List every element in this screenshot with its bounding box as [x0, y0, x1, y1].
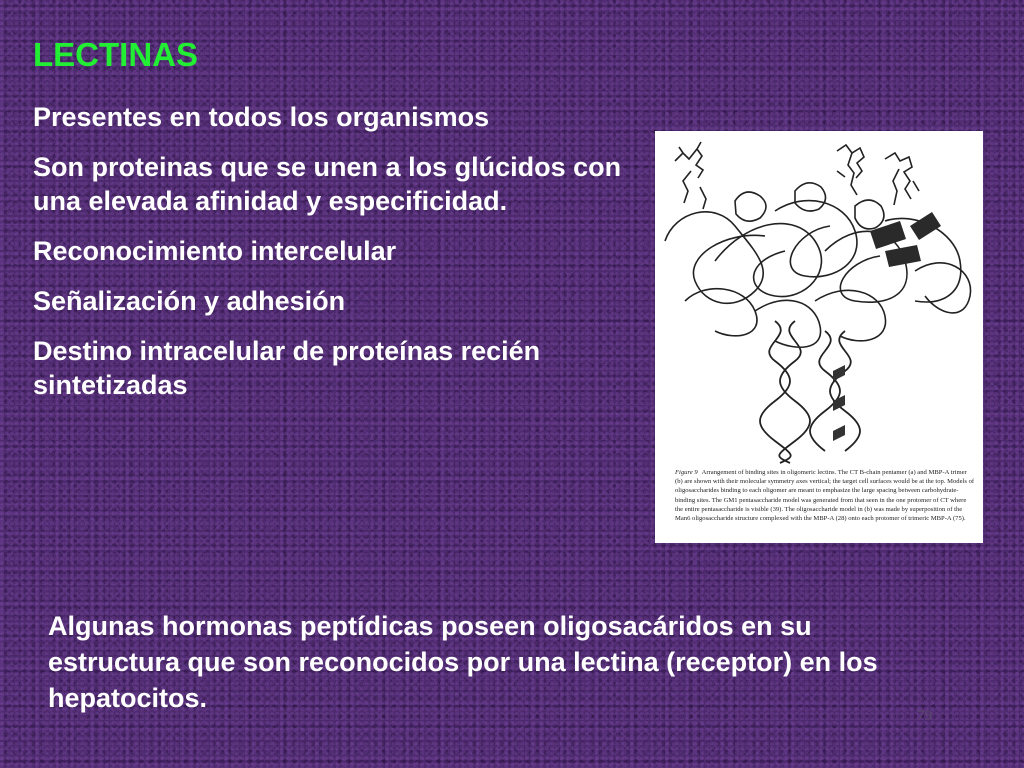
protein-ribbon-illustration [655, 131, 983, 466]
caption-text: Arrangement of binding sites in oligomeric lectins. The CT B-chain pentamer (a) and MBP-A trimer (b) are shown with their molecular symmetry axes vertical; the target cell surfaces would be at the top. Models of oligosaccharides binding to each oligomer are meant to emphasize the large spacing between carbohydrate-binding sites. The GM1 pentasaccharide model was generated from that seen in the one protomer of CT where the entire pentasaccharide is visible (39). The oligosaccharide model in (b) was made by superposition of the Man6 oligosaccharide structure complexed with the MBP-A (28) onto each protomer of trimeric MBP-A (75). [675, 469, 975, 523]
bullet-item: Reconocimiento intercelular [33, 236, 397, 266]
bottom-paragraph: Algunas hormonas peptídicas poseen oligosacáridos en su estructura que son reconocidos por una lectina (receptor) en los hepatocitos. [48, 611, 878, 713]
caption-label: Figure 9 [675, 469, 698, 476]
slide-title: LECTINAS [33, 36, 198, 73]
bullet-item: Señalización y adhesión [33, 286, 346, 316]
bullet-item: Presentes en todos los organismos [33, 102, 490, 132]
bullet-item: Destino intracelular de proteínas recién sintetizadas [33, 336, 541, 400]
lectin-structure-figure [655, 131, 983, 543]
page-number: 79 [917, 708, 932, 724]
figure-caption [675, 468, 975, 523]
bullet-item: Son proteinas que se unen a los glúcidos con una elevada afinidad y especificidad. [33, 152, 622, 216]
bullet-list [33, 100, 633, 418]
